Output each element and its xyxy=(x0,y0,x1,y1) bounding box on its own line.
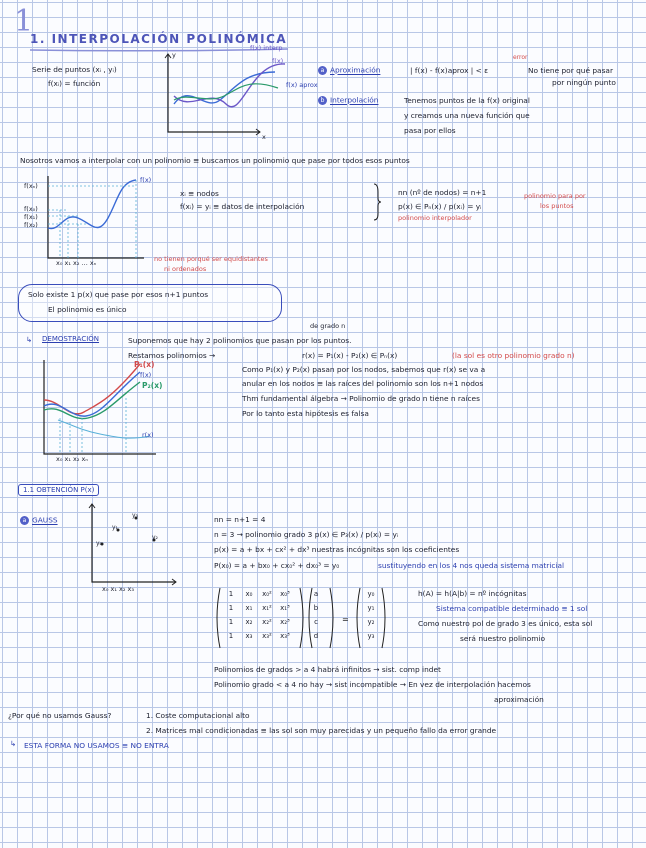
rhs-cell: y₂ xyxy=(367,618,375,626)
interpolacion-item: b Interpolación xyxy=(318,96,378,105)
demo-l3: Como P₁(x) y P₂(x) pasan por los nodos, sabemos que r(x) se va a xyxy=(242,365,486,374)
why-question: ¿Por qué no usamos Gauss? xyxy=(8,711,112,720)
gauss-point-2: y₂ xyxy=(152,534,158,541)
matrix-cell: x₃³ xyxy=(280,632,290,640)
demo-l2b: r(x) = P₁(x) - P₂(x) ∈ Pₙ(x) xyxy=(302,351,398,360)
def-nn: nn (nº de nodos) = n+1 xyxy=(398,188,487,197)
graph1-interp-label: f(x) interp xyxy=(250,44,283,52)
matrix-cell: x₂³ xyxy=(280,618,290,626)
matrix-cell: x₂² xyxy=(262,618,272,626)
demo-l2a: Restamos polinomios → xyxy=(128,351,216,360)
def-pnote2: los puntos xyxy=(540,202,574,210)
demo-l2c: (la sol es otro polinomio grado n) xyxy=(452,351,575,360)
serie-text: Serie de puntos (xᵢ , yᵢ) xyxy=(32,65,117,74)
matrix-cell: x₂ xyxy=(245,618,253,626)
unknown-cell: c xyxy=(314,618,318,626)
number-2-icon: a xyxy=(318,66,327,75)
number-a-icon: a xyxy=(20,516,29,525)
gauss-point-1: y₁ xyxy=(112,524,118,531)
matrix-cell: 1 xyxy=(228,590,234,598)
gauss-l3: p(x) = a + bx + cx² + dx³ nuestras incógnitas son los coeficientes xyxy=(214,545,460,554)
section-obtencion: 1.1 OBTENCIÓN P(x) xyxy=(18,484,99,496)
gauss-item: a GAUSS xyxy=(20,516,58,525)
demo-arrow-icon: ↳ xyxy=(26,335,33,344)
number-b-icon: b xyxy=(318,96,327,105)
cloud-line1: Solo existe 1 p(x) que pase por esos n+1 puntos xyxy=(28,290,209,299)
rhs-cell: y₃ xyxy=(367,632,375,640)
gauss-l1: nn = n+1 = 4 xyxy=(214,515,266,524)
def-datos: f(xᵢ) = yᵢ ≡ datos de interpolación xyxy=(180,202,305,211)
graph3-fx: f(x) xyxy=(140,371,152,379)
graph-aprox-interp xyxy=(160,52,310,140)
matrix-cell: x₁ xyxy=(245,604,253,612)
graph2-f0: f(x₀) xyxy=(24,205,38,213)
gauss-l4a: P(x₀) = a + bx₀ + cx₀² + dx₀³ = y₀ xyxy=(214,561,340,570)
demo-label: DEMOSTRACIÓN xyxy=(42,335,100,343)
demo-grado: de grado n xyxy=(310,322,346,330)
matrix-cell: 1 xyxy=(228,604,234,612)
graph2-note2: ni ordenados xyxy=(164,265,207,273)
rhs-cell: y₁ xyxy=(367,604,375,612)
why-a2: 2. Matrices mal condicionadas ≡ las sol son muy parecidas y un pequeño fallo da error grande xyxy=(146,726,497,735)
gauss-l4b: sustituyendo en los 4 nos queda sistema matricial xyxy=(378,561,565,570)
graph2-fn: f(xₙ) xyxy=(24,182,38,190)
gauss-xaxis: x₀ x₁ x₂ x₃ xyxy=(102,585,135,593)
matrix-cell: 1 xyxy=(228,632,234,640)
graph3-xaxis: x₀ x₁ x₂ xₙ xyxy=(56,455,88,463)
gauss-m1: Polinomios de grados > a 4 habrá infinitos → sist. comp indet xyxy=(214,665,441,674)
aproximacion-item: a Aproximación xyxy=(318,66,380,75)
gauss-r2: Sistema compatible determinado ≡ 1 sol xyxy=(436,604,588,613)
why-a1: 1. Coste computacional alto xyxy=(146,711,250,720)
graph2-xaxis: x₀ x₁ x₂ ... xₙ xyxy=(56,259,97,267)
graph2-fx: f(x) xyxy=(140,176,152,184)
demo-l5: Thm fundamental álgebra → Polinomio de grado n tiene n raíces xyxy=(242,394,480,403)
sentence-polinomio: Nosotros vamos a interpolar con un polinomio ≡ buscamos un polinomio que pase por todos esos puntos xyxy=(20,156,410,165)
gauss-point-0: y₀ xyxy=(96,540,102,547)
brace xyxy=(372,182,382,222)
graph3-p2: P₂(x) xyxy=(142,381,163,390)
why-conclusion: ESTA FORMA NO USAMOS ≡ NO ENTRA xyxy=(24,741,169,750)
graph1-y-label: y xyxy=(172,51,176,59)
cloud-line2: El polinomio es único xyxy=(48,305,127,314)
conclusion-arrow-icon: ↳ xyxy=(10,739,17,748)
graph2-f1: f(x₁) xyxy=(24,213,38,221)
aproximacion-error: error xyxy=(513,54,528,61)
page-title: 1. INTERPOLACIÓN POLINÓMICA xyxy=(30,32,288,46)
gauss-r4: será nuestro polinomio xyxy=(460,634,546,643)
rhs-cell: y₀ xyxy=(367,590,375,598)
interpolacion-line1: Tenemos puntos de la f(x) original xyxy=(404,96,530,105)
graph1-aprox-label: f(x) aprox xyxy=(286,81,318,89)
funcion-text: f(xᵢ) = función xyxy=(48,79,101,88)
def-pnote1: polinomio para por xyxy=(524,192,586,200)
gauss-l2: n = 3 → polinomio grado 3 p(x) ∈ P₃(x) / p(xᵢ) = yᵢ xyxy=(214,530,399,539)
graph3-p1: P₁(x) xyxy=(134,360,155,369)
interpolacion-line3: pasa por ellos xyxy=(404,126,456,135)
demo-l6: Por lo tanto esta hipótesis es falsa xyxy=(242,409,369,418)
demo-l4: anular en los nodos ≡ las raíces del polinomio son los n+1 nodos xyxy=(242,379,484,388)
gauss-r1: h(A) = h(A|b) = nº incógnitas xyxy=(418,589,527,598)
svg-text:=: = xyxy=(342,615,349,624)
matrix-cell: x₃ xyxy=(245,632,253,640)
gauss-m3: aproximación xyxy=(494,695,544,704)
graph3-rx: r(x) xyxy=(142,431,154,439)
def-pinterp: polinomio interpolador xyxy=(398,214,472,222)
graph-nodos xyxy=(40,176,150,262)
graph1-x-label: x xyxy=(262,133,266,141)
matrix-cell: x₀² xyxy=(262,590,272,598)
unknown-cell: a xyxy=(313,590,319,598)
matrix-cell: x₃² xyxy=(262,632,272,640)
gauss-r3: Como nuestro pol de grado 3 es único, esta sol xyxy=(418,619,593,628)
unknown-cell: d xyxy=(313,632,319,640)
aproximacion-note2: por ningún punto xyxy=(552,78,616,87)
graph2-f2: f(x₂) xyxy=(24,221,38,229)
gauss-m2: Polinomio grado < a 4 no hay → sist incompatible → En vez de interpolación hacemos xyxy=(214,680,531,689)
matrix-cell: x₁² xyxy=(262,604,272,612)
def-pcond: p(x) ∈ Pₙ(x) / p(xᵢ) = yᵢ xyxy=(398,202,482,211)
matrix-cell: 1 xyxy=(228,618,234,626)
def-nodos: xᵢ ≡ nodos xyxy=(180,189,219,198)
unknown-cell: b xyxy=(313,604,319,612)
aproximacion-formula: | f(x) - f(x)aprox | < ε xyxy=(410,66,489,75)
demo-l1: Suponemos que hay 2 polinomios que pasan por los puntos. xyxy=(128,336,352,345)
graph2-note1: no tienen porqué ser equidistantes xyxy=(154,255,268,263)
interpolacion-line2: y creamos una nueva función que xyxy=(404,111,530,120)
matrix-cell: x₀ xyxy=(245,590,253,598)
matrix-cell: x₀³ xyxy=(280,590,290,598)
gauss-point-3: y₃ xyxy=(132,512,138,519)
title-number: 1 xyxy=(14,4,34,39)
aproximacion-note1: No tiene por qué pasar xyxy=(528,66,613,75)
graph1-fx-label: f(x) xyxy=(272,57,284,65)
matrix-cell: x₁³ xyxy=(280,604,290,612)
